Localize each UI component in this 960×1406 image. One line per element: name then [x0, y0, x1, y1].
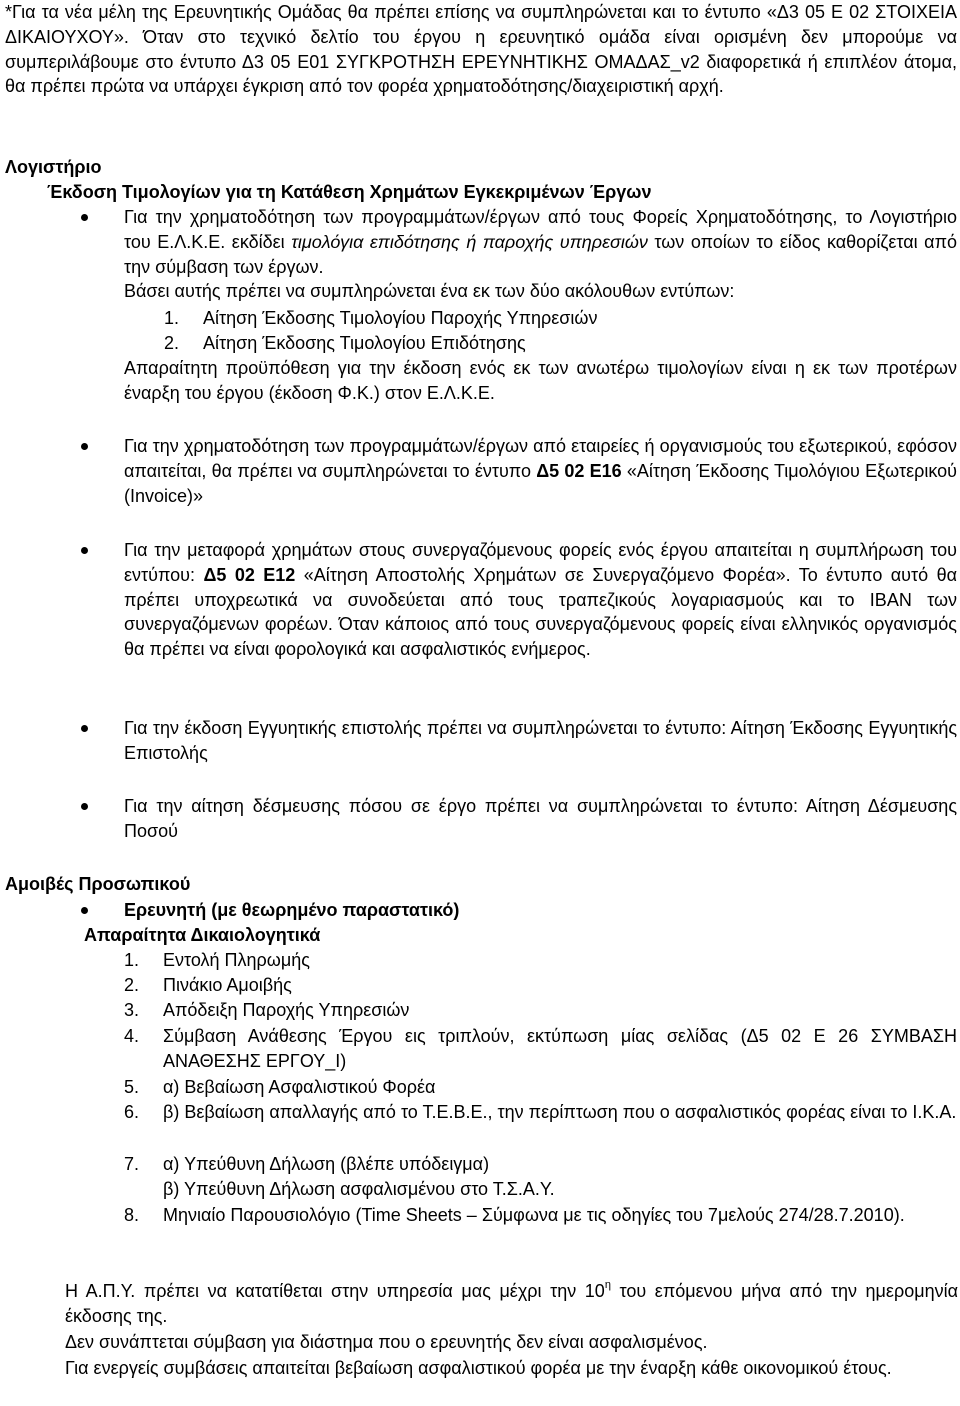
fees-list-item: 8. Μηνιαίο Παρουσιολόγιο (Time Sheets – Σύμφωνα με τις οδηγίες του 7μελούς 274/28.7.2010).: [124, 1205, 905, 1225]
accounting-subheading: Έκδοση Τιμολογίων για τη Κατάθεση Χρημάτων Εγκεκριμένων Έργων: [47, 182, 652, 202]
accounting-note: Απαραίτητη προϋπόθεση για την έκδοση ενός εκ των ανωτέρω τιμολογίων είναι η εκ των προτέρων έναρξη του έργου (έκδοση Φ.Κ.) στον Ε.Λ.Κ.Ε.: [124, 358, 957, 403]
accounting-bullet-1: [0, 205, 957, 304]
bullet-icon: [81, 803, 88, 810]
fees-list-item: 2. Πινάκιο Αμοιβής: [124, 975, 292, 995]
bullet-1-line2: Βάσει αυτής πρέπει να συμπληρώνεται ένα εκ των δύο ακόλουθων εντύπων:: [124, 281, 735, 302]
accounting-bullet-3: Για την μεταφορά χρημάτων στους συνεργαζόμενους φορείς ενός έργου απαιτείται η συμπλήρωση του εντύπου: Δ5 02 Ε12 «Αίτηση Αποστολής Χρημάτων σε Συνεργαζόμενο Φορέα». Το έντυπο αυτό θα πρέπει υποχρεωτικά να συνοδεύεται από τους τραπεζικούς λογαριασμούς και το IBAN των συνεργαζόμενων φορέων. Όταν κάποιος από τους συνεργαζόμενους φορείς είναι ελληνικός οργανισμός θα πρέπει να είναι φορολογικά και ασφαλιστικός ενήμερος.: [0, 538, 957, 662]
fees-list-item: 4. Σύμβαση Ανάθεσης Έργου εις τριπλούν, εκτύπωση μίας σελίδας (Δ5 02 Ε 26 ΣΥΜΒΑΣΗ ΑΝΑΘΕΣΗΣ ΕΡΓΟΥ_I): [124, 1026, 957, 1071]
footer-paragraph-3: Για ενεργείς συμβάσεις απαιτείται βεβαίωση ασφαλιστικού φορέα με την έναρξη κάθε οικονομικού έτους.: [65, 1358, 892, 1378]
accounting-bullet-2: Για την χρηματοδότηση των προγραμμάτων/έργων από εταιρείες ή οργανισμούς του εξωτερικού, εφόσον απαιτείται, θα πρέπει να συμπληρώνεται το έντυπο Δ5 02 Ε16 «Αίτηση Έκδοσης Τιμολόγιου Εξωτερικού (Invoice)»: [0, 434, 957, 508]
italic-invoices: τιμολόγια επιδότησης ή παροχής υπηρεσιών: [291, 231, 648, 252]
fees-bullet: Ερευνητή (με θεωρημένο παραστατικό): [0, 898, 957, 923]
accounting-bullet-4: Για την έκδοση Εγγυητικής επιστολής πρέπει να συμπληρώνεται το έντυπο: Αίτηση Έκδοσης Εγγυητικής Επιστολής: [0, 716, 957, 766]
bullet-icon: [81, 907, 88, 914]
fees-list-item: 1. Εντολή Πληρωμής: [124, 950, 310, 970]
fees-docs-heading: Απαραίτητα Δικαιολογητικά: [84, 925, 321, 945]
intro-paragraph: [5, 0, 957, 99]
accounting-list-item: 2. Αίτηση Έκδοσης Τιμολογίου Επιδότησης: [164, 333, 526, 353]
accounting-list-item: 1. Αίτηση Έκδοσης Τιμολογίου Παροχής Υπηρεσιών: [164, 308, 598, 328]
footer-paragraph-1: Η Α.Π.Υ. πρέπει να κατατίθεται στην υπηρεσία μας μέχρι την $10^\eta$ του επόμενου μήνα από την ημερομηνία έκδοσης της.: [65, 1279, 958, 1326]
fees-list-item: 3. Απόδειξη Παροχής Υπηρεσιών: [124, 1000, 410, 1020]
fees-list-item: 5. α) Βεβαίωση Ασφαλιστικού Φορέα: [124, 1077, 436, 1097]
bullet-icon: [81, 725, 88, 732]
accounting-heading: Λογιστήριο: [5, 157, 102, 177]
fees-list-item: 6. β) Βεβαίωση απαλλαγής από το Τ.Ε.Β.Ε., την περίπτωση που ο ασφαλιστικός φορέας είναι το Ι.Κ.Α.: [124, 1102, 957, 1122]
bullet-icon: [81, 443, 88, 450]
fees-list-item: 7. α) Υπεύθυνη Δήλωση (βλέπε υπόδειγμα) β) Υπεύθυνη Δήλωση ασφαλισμένου στο Τ.Σ.Α.Υ.: [124, 1154, 555, 1199]
accounting-bullet-5: Για την αίτηση δέσμευσης πόσου σε έργο πρέπει να συμπληρώνεται το έντυπο: Αίτηση Δέσμευσης Ποσού: [0, 794, 957, 844]
bullet-1-text: Για την χρηματοδότηση των προγραμμάτων/έργων από τους Φορείς Χρηματοδότησης, το Λογιστήριο του Ε.Λ.Κ.Ε. εκδίδει τιμολόγια επιδότησης ή παροχής υπηρεσιών των οποίων το είδος καθορίζεται από την σύμβαση των έργων.: [124, 207, 958, 277]
fees-heading: Αμοιβές Προσωπικού: [5, 874, 191, 894]
intro-text: *Για τα νέα μέλη της Ερευνητικής Ομάδας θα πρέπει επίσης να συμπληρώνεται και το έντυπο «Δ3 05 Ε 02 ΣΤΟΙΧΕΙΑ ΔΙΚΑΙΟΥΧΟΥ». Όταν στο τεχνικό δελτίο του έργου η ερευνητικό ομάδα είναι ορισμένη δεν μπορούμε να συμπεριλάβουμε στο έντυπο Δ3 05 Ε01 ΣΥΓΚΡΟΤΗΣΗ ΕΡΕΥΝΗΤΙΚΗΣ ΟΜΑΔΑΣ_v2 διαφορετικά ή επιπλέον άτομα, θα πρέπει πρώτα να υπάρχει έγκριση από τον φορέα χρηματοδότησης/διαχειριστική αρχή.: [5, 2, 957, 97]
footer-paragraph-2: Δεν συνάπτεται σύμβαση για διάστημα που ο ερευνητής δεν είναι ασφαλισμένος.: [65, 1332, 708, 1352]
bullet-icon: [81, 214, 88, 221]
bullet-icon: [81, 547, 88, 554]
